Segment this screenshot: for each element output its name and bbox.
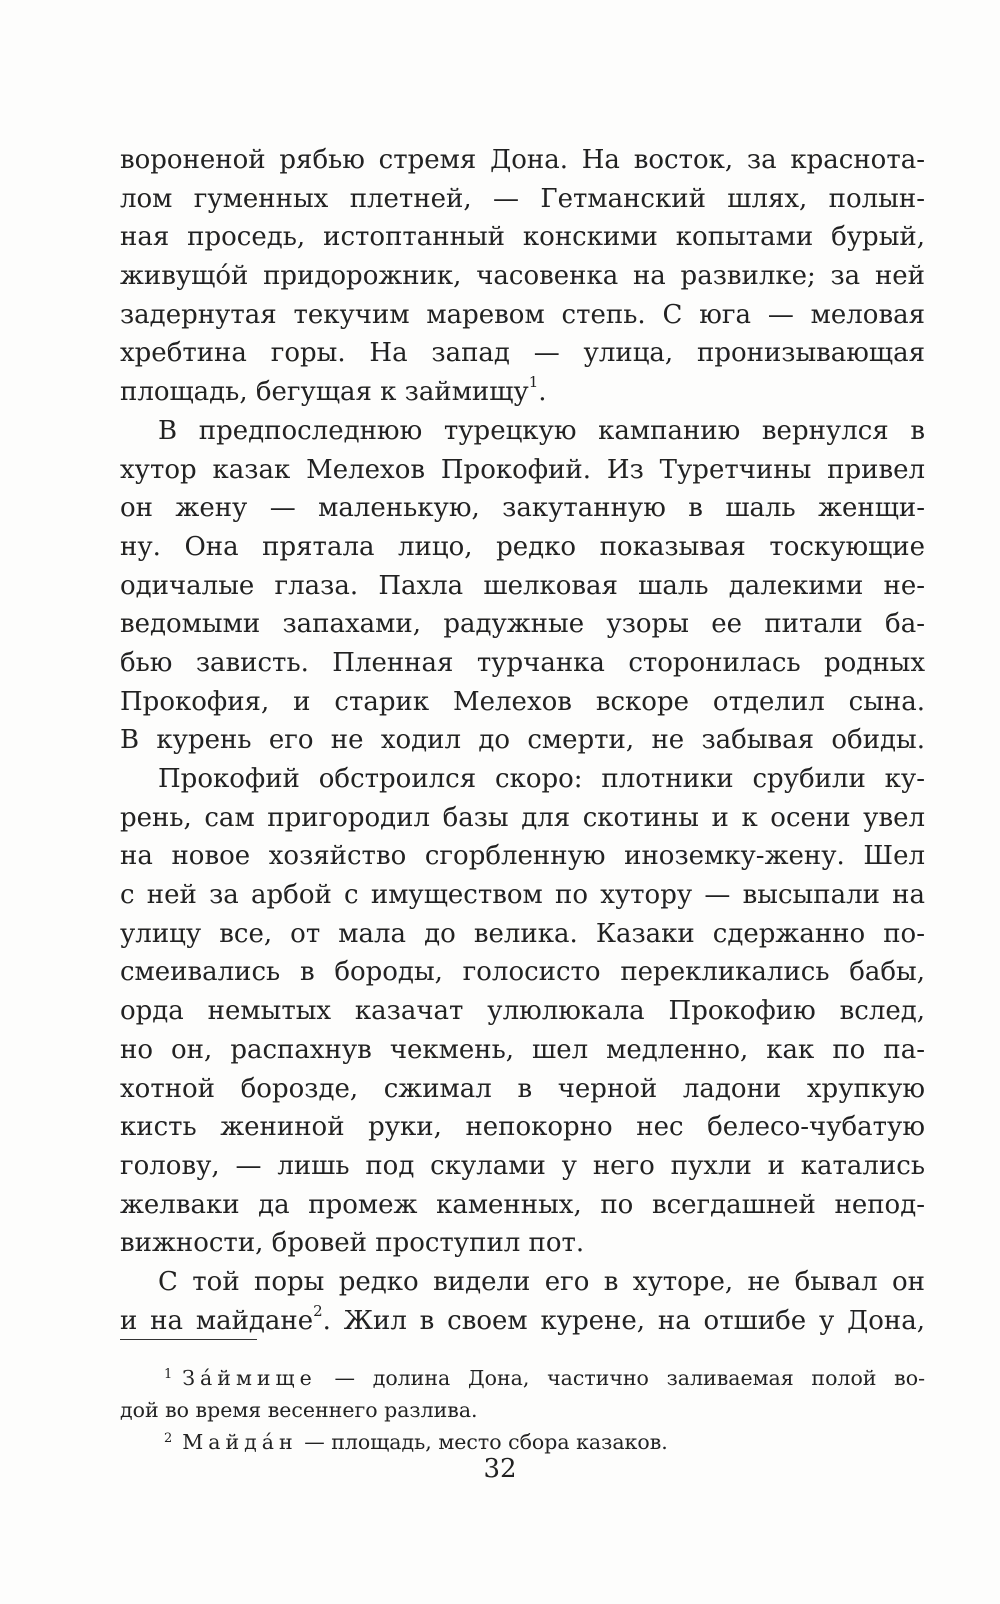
text-line: вороненой рябью стремя Дона. На восток, за краснота- bbox=[120, 145, 925, 175]
text-line: на новое хозяйство сгорбленную иноземку-жену. Шел bbox=[120, 841, 925, 872]
text-line: бью зависть. Пленная турчанка сторонилась родных bbox=[120, 647, 925, 678]
footnotes bbox=[120, 1362, 925, 1458]
text-segment: площадь, бегущая к займищу bbox=[120, 377, 529, 408]
text-line: хутор казак Мелехов Прокофий. Из Туретчины привел bbox=[120, 454, 925, 485]
footnote-mark: 1 bbox=[164, 1367, 173, 1382]
text-line: В курень его не ходил до смерти, не забывая обиды. bbox=[120, 725, 925, 756]
text-line: но он, распахнув чекмень, шел медленно, как по па- bbox=[120, 1034, 925, 1065]
text-segment: . bbox=[538, 377, 547, 408]
text-line: вижности, бровей проступил пот. bbox=[120, 1228, 585, 1259]
footnote-term: Майдáн bbox=[182, 1430, 298, 1454]
text-line: смеивались в бороды, голосисто перекликались бабы, bbox=[120, 957, 925, 988]
footnote-separator bbox=[120, 1339, 257, 1340]
text-line: голову, — лишь под скулами у него пухли и катались bbox=[120, 1150, 925, 1181]
text-line: кисть жениной руки, непокорно нес белесо-чубатую bbox=[120, 1112, 925, 1143]
footnote-ref: 2 bbox=[313, 1301, 323, 1320]
footnote-1-continued: дой во время весеннего разлива. bbox=[120, 1398, 478, 1422]
footnote-term: Зáймище bbox=[182, 1366, 317, 1390]
text-line: живущóй придорожник, часовенка на развилке; за ней bbox=[120, 261, 925, 292]
text-line: Прокофия, и старик Мелехов вскоре отделил сына. bbox=[120, 686, 925, 717]
text-line: орда немытых казачат улюлюкала Прокофию вслед, bbox=[120, 996, 925, 1027]
text-line: Прокофий обстроился скоро: плотники срубили ку- bbox=[158, 764, 925, 794]
text-line: лом гуменных плетней, — Гетманский шлях, полын- bbox=[120, 183, 925, 214]
text-line: желваки да промеж каменных, по всегдашней непод- bbox=[120, 1189, 925, 1220]
text-line bbox=[120, 373, 925, 412]
text-line: ведомыми запахами, радужные узоры ее питали ба- bbox=[120, 609, 925, 640]
text-line: ну. Она прятала лицо, редко показывая тоскующие bbox=[120, 531, 925, 562]
footnote-mark: 2 bbox=[164, 1431, 173, 1446]
footnote-1 bbox=[120, 1362, 925, 1394]
text-line: рень, сам пригородил базы для скотины и к осени увел bbox=[120, 802, 925, 833]
footnote-ref: 1 bbox=[528, 373, 539, 392]
page-number: 32 bbox=[483, 1454, 517, 1484]
footnote-definition: — долина Дона, частично заливаемая полой во- bbox=[316, 1366, 925, 1390]
text-line: В предпоследнюю турецкую кампанию вернулся в bbox=[158, 415, 925, 446]
text-line bbox=[120, 1302, 925, 1341]
footnote-definition: — площадь, место сбора казаков. bbox=[297, 1430, 668, 1454]
text-line: он жену — маленькую, закутанную в шаль женщи- bbox=[120, 493, 925, 524]
text-line: улицу все, от мала до велика. Казаки сдержанно по- bbox=[120, 918, 925, 949]
text-segment: . Жил в своем курене, на отшибе у Дона, bbox=[322, 1305, 925, 1336]
body-text bbox=[120, 141, 925, 1340]
text-line: ная проседь, истоптанный конскими копытами бурый, bbox=[120, 222, 925, 253]
text-line: хребтина горы. На запад — улица, пронизывающая bbox=[120, 338, 925, 369]
text-line: одичалые глаза. Пахла шелковая шаль далекими не- bbox=[120, 570, 925, 601]
text-segment: и на майдане bbox=[120, 1305, 314, 1336]
text-line: хотной борозде, сжимал в черной ладони хрупкую bbox=[120, 1073, 925, 1104]
text-line: задернутая текучим маревом степь. С юга — меловая bbox=[120, 299, 925, 330]
text-line: с ней за арбой с имуществом по хутору — высыпали на bbox=[120, 880, 925, 911]
text-line: С той поры редко видели его в хуторе, не бывал он bbox=[158, 1266, 925, 1297]
